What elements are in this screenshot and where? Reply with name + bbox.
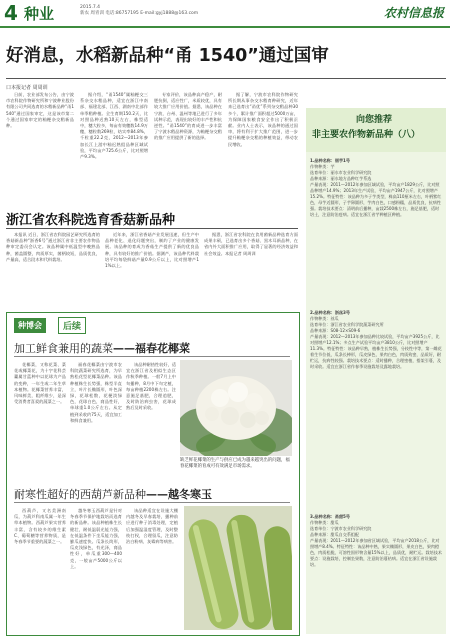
cauliflower-article-col-3: 该品种耐热性较好，适宜在浙江省及相似生态区作秋季种植。一般7月上中旬播种，8月中下旬定植，每亩种植2200株左右。注意施足基肥，合理追肥，及时防治病虫害，花球成熟后及时采收。 [126, 362, 176, 411]
lead-article-col-4: 据了解，宁波市农科院作物研究所长期从事杂交水稻育种研究，近年来已选育出“甬优”系列杂交稻品种30多个，累计推广面积超过5000万亩，为保障国家粮食安全作出了积极贡献。业内人士表示，该品种的通过国审，将有利于扩大推广范围，进一步提升籼粳杂交稻的种植效益，带动农民增收。 [228, 92, 298, 147]
zucchini-title-main: 耐寒性超好的西葫芦新品种 [14, 488, 146, 501]
cauliflower-article-col-2: 福春花椰菜由宁波市农科院蔬菜研究所选育，为早熟松花型花椰菜品种。该品种植株生长势强，株型半直立，叶片长椭圆形，叶色深绿，花球松散，花梗淡绿色，花球白色，商品性好，单球重1.0公斤左右。从定植到采收约75天，适宜加工和鲜食兼用。 [70, 362, 122, 423]
variety-entry-line: 作物种类：甜瓜 [310, 520, 339, 525]
mushroom-title-rule [6, 228, 298, 229]
issue-meta [80, 5, 260, 17]
lead-byline: 口本报记者 周周训 [6, 85, 48, 91]
variety-entry-line: 品种来源：甜瓜自交系组配 [310, 532, 360, 537]
lead-article-col-3: 专家评价，该品种高产稳产，耐肥抗倒，适应性广，米质较优，具有较大推广应用价值。据悉，该品种在宁波、台州、温州等地已进行了多年试种示范，表现出较好的丰产性和抗逆性。“甬1540”的育成进一步丰富了宁波水稻品种资源，为籼粳杂交稻的推广应用提供了新的选择。 [154, 92, 222, 141]
zucchini-title-variety: ——越冬寒玉 [146, 488, 212, 501]
cauliflower-article-title [14, 340, 190, 356]
cauliflower-title-rule [14, 356, 290, 357]
lead-headline: 好消息，水稻新品种“甬 1540”通过国审 [6, 46, 329, 66]
variety-entry-3 [310, 514, 442, 632]
cauliflower-article-col-1: 花椰菜，又称花菜、菜花或椰菜花，为十字花科芸薹属甘蓝种中以花球为产品的变种，一年生或二年生草本植物。花椰菜营养丰富，风味鲜美，粗纤维少，是深受消费者喜爱的蔬菜之一。 [14, 362, 66, 405]
lead-article-col-2: 据介绍，“甬1540”属籼粳交三系杂交水稻品种，适宜在浙江中南部、福建北部、江西、湖南中北部作单季稻种植。全生育期150.2天，比对照品种迟熟10天左右，株型适中，穗大粒多，每亩有效穗数14.9万穗，穗粒数269粒，结实率84.8%，千粒重22.2克，2012—2013年参加长江上游中籼迟熟组品种区域试验，平均亩产725.6公斤，比对照增产9.3%。 [80, 92, 148, 160]
zucchini-article-col-1: 西葫芦，又名美洲南瓜，为葫芦科南瓜属一年生草本植物。西葫芦果实营养丰富，含有较多的维生素C、葡萄糖等营养物质，是冬春季节重要的蔬菜之一。 [14, 508, 66, 545]
recommend-title: 向您推荐 [356, 115, 393, 125]
page-number: 4 [4, 1, 18, 25]
cauliflower-illustration [180, 360, 292, 456]
variety-entry-line: 选育单位：丽水市农业科学研究院 [310, 170, 372, 175]
mushroom-article-col-3: 据悉，浙江省农科院在食用菌新品种选育方面成果丰硕，已选育出多个香菇、黑木耳新品种，在省内外大面积推广应用，取得了显著的经济效益和社会效益。本报记者 周周训 [204, 232, 298, 256]
variety-entry-title: 3.品种名称：甬甜5号 [310, 514, 351, 519]
mushroom-article-col-1: 本报讯 近日，浙江省农科院园艺研究所选育的香菇新品种“浙香6号”通过浙江省非主要农作物品种审定委员会认定。该品种属中低温型中晚熟品种，菌盖圆整，肉质厚实，菌柄较短，品质优良，产量高，适合段木和代料栽培。 [6, 232, 100, 262]
variety-entry-text: 产量表现：2011—2012年参加省区域试验，平均亩产2018公斤，比对照增产8.4%。特征特性：该品种中熟，果实椭圆形，果皮白色，果肉橙色，肉质松脆，可溶性固形物含量15%以上，品质优，耐贮运。栽培技术要点：设施栽培，控制坐果数，注意防治蔓枯病。适宜在浙江省设施栽培。 [310, 538, 442, 567]
variety-entry-line: 选育单位：浙江省农业科学院蔬菜研究所 [310, 322, 384, 327]
zucchini-article-title [14, 486, 212, 502]
variety-entry-2 [310, 310, 442, 510]
zucchini-article-col-2: 越冬寒玉西葫芦是针对冬春季节保护地栽培而选育的新品种。该品种植株生长健壮，耐低温弱光能力强，在低温条件下坐瓜能力强，膨瓜速度快。瓜条长筒形，瓜皮浅绿色，有光泽，商品性好，单瓜重300—400克，一般亩产5000公斤以上。 [70, 508, 122, 569]
followup-tag: 后续 [58, 317, 86, 334]
newspaper-name: 农村信息报 [383, 6, 444, 20]
variety-entry-line: 品种来源：丽水地方品种红芋系选 [310, 176, 372, 181]
recommend-subtitle: 非主要农作物新品种（八） [312, 130, 421, 140]
expo-tag: 种博会 [14, 318, 46, 333]
variety-entry-line: 品种来源：S08-12×S09-6 [310, 328, 361, 333]
variety-entry-line: 作物种类：丝瓜 [310, 316, 339, 321]
cauliflower-title-variety: ——福春花椰菜 [113, 342, 190, 355]
variety-entry-text: 产量表现：2012—2013年参加品种比较试验，平均亩产3925公斤，比对照增产12.1%；多点生产试验平均亩产3810公斤，比对照增产11.3%。特征特性：该品种早熟，植株生长势强，分枝性中等，第一雌花着生节位低，瓜条长棒形，瓜皮绿色，果肉白色，肉质致密，品质好，耐贮运，抗病性较强。栽培技术要点：适时播种，合理密植，搭架引蔓，及时采收。适宜在浙江省作春季设施栽培及露地栽培。 [310, 334, 442, 369]
variety-entry-text: 产量表现：2011—2012年参加区域试验，平均亩产1829公斤，比对照品种增产14.9%；2013年生产试验，平均亩产1947公斤，比对照增产15.2%。特征特性：该品种为多子芋类型，株高110厘米左右，叶柄紫红色，母芋近圆形，子芋卵圆形，芋肉白色，口感粉糯，品质优良，抗病性强。栽培技术要点：清明前后播种，亩栽2500株左右，施足基肥，适时培土，注意防治疫病。适宜在浙江省芋种植区种植。 [310, 182, 442, 217]
variety-entry-title: 2.品种名称：浙丝3号 [310, 310, 351, 315]
headline-rule [6, 78, 446, 79]
cauliflower-title-main: 加工鲜食兼用的蔬菜 [14, 342, 113, 355]
zucchini-title-rule [14, 502, 290, 503]
issue-date: 2015.7.4 [80, 5, 101, 10]
variety-entry-line: 作物种类：芋 [310, 164, 335, 169]
zucchini-article-col-3: 该品种适宜在设施大棚内越冬及早春栽培，播种前应进行种子消毒处理，定植后加强温湿度管理，及时整枝打杈，合理留瓜，注意防治白粉病、灰霉病等病害。 [126, 508, 178, 545]
mushroom-article-title: 浙江省农科院选育香菇新品种 [6, 213, 176, 228]
section-name: 种业 [24, 5, 55, 23]
issue-editor-contact: 新农 周青训 电话:86757195 E-mail:gyj1888@163.com [80, 11, 199, 16]
variety-entry-line: 选育单位：宁波市农业科学研究院 [310, 526, 372, 531]
cauliflower-photo [180, 360, 292, 456]
variety-entry-1 [310, 158, 442, 304]
zucchini-illustration [184, 506, 292, 630]
cauliflower-caption: 缺乏鲜花椰菜的生产与供应已成为越来越突出的问题，福春花椰菜的育成可有效满足市场需求。 [180, 458, 290, 470]
lead-article-col-1: 日前，农业部发布公告，由宁波市农科院作物研究所和宁波种业股份有限公司共同选育的水稻新品种“甬1540”通过国家审定，这是该市第二个通过国家审定的籼粳杂交稻新品种。 [6, 92, 74, 129]
zucchini-photo [184, 506, 292, 630]
variety-entry-title: 1.品种名称：丽芋1号 [310, 158, 351, 163]
mushroom-article-col-2: 近年来，浙江省香菇产业发展迅速，但生产中品种老化、退化问题突出，制约了产业的健康发展。该品种的育成为香菇生产提供了新的优良品种，具有较好的推广价值。据测产，该品种代料栽培平均每袋鲜菇产量0.9公斤以上，比对照增产11%以上。 [105, 232, 199, 269]
